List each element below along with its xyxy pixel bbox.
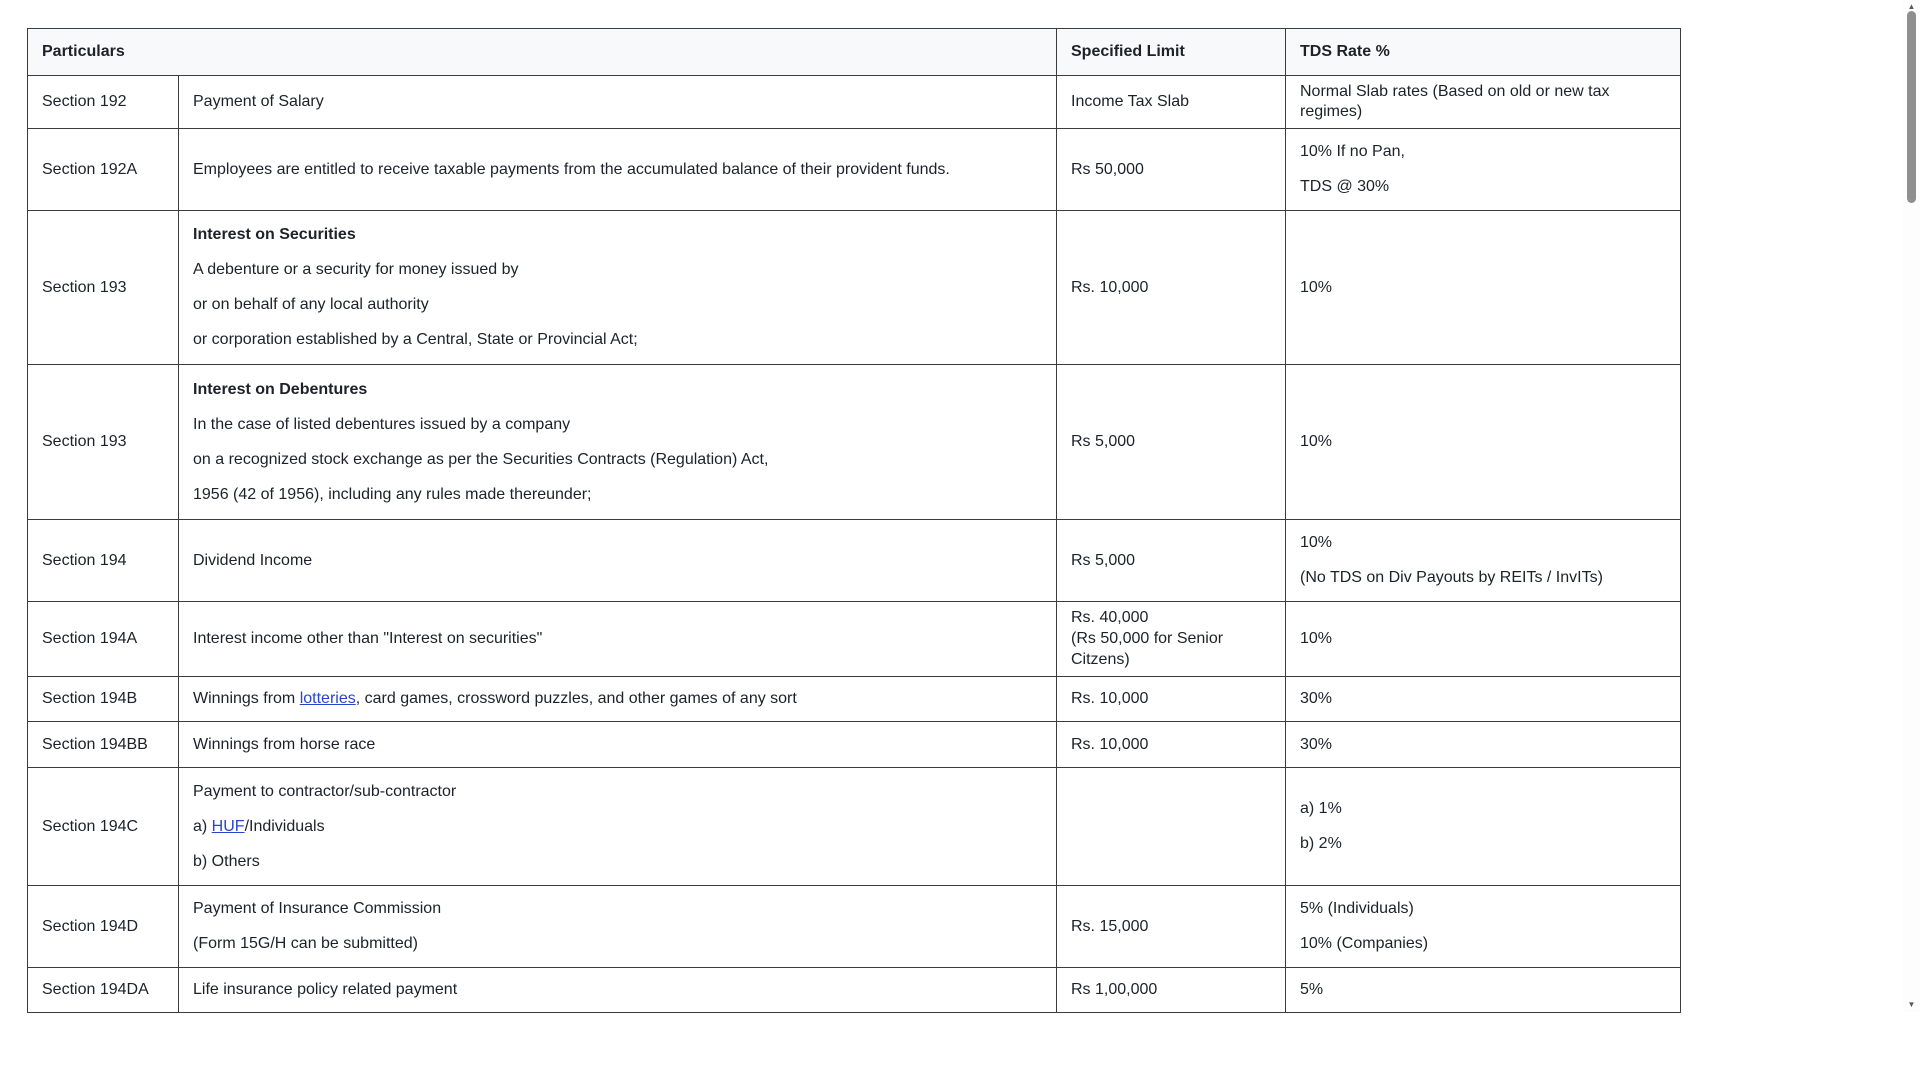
- particulars-line: 1956 (42 of 1956), including any rules made thereunder;: [193, 485, 592, 503]
- table-row-193-securities: [28, 211, 1681, 365]
- limit-cell: [1057, 768, 1286, 886]
- rate-line: 5% (Individuals): [1300, 900, 1414, 918]
- table-row-194bb: [28, 722, 1681, 768]
- limit-cell: Rs. 10,000: [1057, 211, 1286, 365]
- particulars-line: (Form 15G/H can be submitted): [193, 935, 418, 953]
- section-cell: Section 193: [28, 365, 179, 520]
- table-row-194da: [28, 968, 1681, 1013]
- table-row-194a: [28, 602, 1681, 677]
- table-row-194c: [28, 768, 1681, 886]
- scroll-up-icon[interactable]: ▲: [1907, 2, 1916, 11]
- rate-cell: 30%: [1286, 722, 1681, 768]
- tds-rate-table: [27, 28, 1681, 1013]
- header-tds-rate: TDS Rate %: [1286, 29, 1681, 76]
- limit-line: Rs. 40,000: [1071, 609, 1149, 626]
- huf-link[interactable]: HUF: [211, 817, 245, 835]
- header-specified-limit: Specified Limit: [1057, 29, 1286, 76]
- particulars-title: Interest on Securities: [193, 226, 356, 243]
- particulars-line: [193, 817, 1042, 837]
- rate-cell: [1286, 129, 1681, 211]
- limit-cell: Rs. 10,000: [1057, 722, 1286, 768]
- rate-line: (No TDS on Div Payouts by REITs / InvITs): [1300, 569, 1603, 586]
- table-row-192: [28, 76, 1681, 129]
- particulars-cell: Dividend Income: [179, 520, 1057, 602]
- tds-rate-table-container: [27, 28, 1681, 1013]
- section-cell: Section 192: [28, 76, 179, 129]
- rate-line: TDS @ 30%: [1300, 178, 1390, 195]
- rate-cell: [1286, 886, 1681, 968]
- section-cell: Section 194C: [28, 768, 179, 886]
- limit-cell: Rs. 10,000: [1057, 677, 1286, 722]
- limit-cell: Income Tax Slab: [1057, 76, 1286, 129]
- rate-line: a) 1%: [1300, 800, 1342, 818]
- rate-line: b) 2%: [1300, 835, 1342, 853]
- rate-cell: 10%: [1286, 211, 1681, 365]
- vertical-scrollbar[interactable]: [1903, 0, 1920, 1012]
- rate-cell: 30%: [1286, 677, 1681, 722]
- particulars-cell: [179, 211, 1057, 365]
- section-cell: Section 194A: [28, 602, 179, 677]
- section-cell: Section 192A: [28, 129, 179, 211]
- table-row-194d: [28, 886, 1681, 968]
- particulars-cell: [179, 768, 1057, 886]
- rate-cell: [1286, 768, 1681, 886]
- rate-cell: 10%: [1286, 365, 1681, 520]
- particulars-line: [193, 689, 1042, 709]
- scrollbar-thumb[interactable]: [1907, 11, 1916, 203]
- text-segment: Winnings from: [193, 690, 300, 708]
- header-particulars: Particulars: [28, 29, 1057, 76]
- text-segment: , card games, crossword puzzles, and other games of any sort: [355, 690, 797, 708]
- section-cell: Section 193: [28, 211, 179, 365]
- particulars-line: or on behalf of any local authority: [193, 296, 429, 313]
- particulars-line: on a recognized stock exchange as per the Securities Contracts (Regulation) Act,: [193, 450, 769, 468]
- rate-cell: [1286, 520, 1681, 602]
- section-cell: Section 194BB: [28, 722, 179, 768]
- table-row-194: [28, 520, 1681, 602]
- particulars-cell: [179, 886, 1057, 968]
- particulars-cell: Employees are entitled to receive taxable payments from the accumulated balance of their provident funds.: [179, 129, 1057, 211]
- particulars-line: Payment to contractor/sub-contractor: [193, 782, 457, 800]
- rate-line: 10% (Companies): [1300, 935, 1429, 953]
- table-row-194b: [28, 677, 1681, 722]
- text-segment: a): [193, 817, 212, 835]
- lotteries-link[interactable]: lotteries: [299, 690, 356, 708]
- particulars-title: Interest on Debentures: [193, 380, 368, 398]
- table-row-193-debentures: [28, 365, 1681, 520]
- particulars-line: A debenture or a security for money issued by: [193, 261, 519, 278]
- section-cell: Section 194DA: [28, 968, 179, 1013]
- scroll-down-icon[interactable]: ▼: [1907, 1000, 1916, 1009]
- particulars-cell: Interest income other than "Interest on securities": [179, 602, 1057, 677]
- particulars-cell: Payment of Salary: [179, 76, 1057, 129]
- rate-cell: 10%: [1286, 602, 1681, 677]
- rate-cell: Normal Slab rates (Based on old or new tax regimes): [1286, 76, 1681, 129]
- particulars-line: b) Others: [193, 852, 260, 870]
- particulars-cell: Life insurance policy related payment: [179, 968, 1057, 1013]
- particulars-cell: [179, 677, 1057, 722]
- section-cell: Section 194: [28, 520, 179, 602]
- table-header-row: [28, 29, 1681, 76]
- limit-line: (Rs 50,000 for Senior Citzens): [1071, 629, 1224, 668]
- rate-line: 10%: [1300, 534, 1333, 551]
- text-segment: /Individuals: [244, 817, 325, 835]
- limit-cell: Rs. 15,000: [1057, 886, 1286, 968]
- table-row-192a: [28, 129, 1681, 211]
- particulars-cell: [179, 365, 1057, 520]
- limit-cell: [1057, 602, 1286, 677]
- limit-cell: Rs 5,000: [1057, 520, 1286, 602]
- section-cell: Section 194D: [28, 886, 179, 968]
- section-cell: Section 194B: [28, 677, 179, 722]
- particulars-line: In the case of listed debentures issued by a company: [193, 415, 571, 433]
- particulars-line: Payment of Insurance Commission: [193, 900, 442, 918]
- limit-cell: Rs 50,000: [1057, 129, 1286, 211]
- limit-cell: Rs 1,00,000: [1057, 968, 1286, 1013]
- rate-cell: 5%: [1286, 968, 1681, 1013]
- particulars-line: or corporation established by a Central, State or Provincial Act;: [193, 331, 638, 348]
- rate-line: 10% If no Pan,: [1300, 143, 1405, 160]
- particulars-cell: Winnings from horse race: [179, 722, 1057, 768]
- limit-cell: Rs 5,000: [1057, 365, 1286, 520]
